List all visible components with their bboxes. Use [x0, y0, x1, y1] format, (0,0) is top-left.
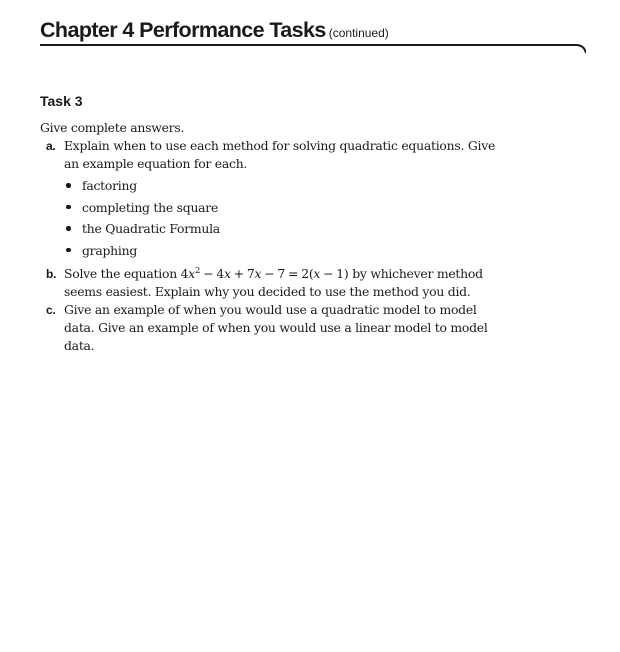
- part-b: [40, 265, 510, 301]
- eq-term: 4: [216, 266, 224, 281]
- task-content: [40, 119, 510, 355]
- list-item: [64, 218, 510, 240]
- part-c-letter: c.: [46, 303, 56, 317]
- method-list: [40, 175, 510, 261]
- method-factoring: factoring: [82, 178, 137, 193]
- bullet-icon: [66, 226, 71, 231]
- eq-op: −: [264, 266, 275, 281]
- list-item: [64, 175, 510, 197]
- eq-term: 1): [336, 266, 349, 281]
- part-a-letter: a.: [46, 139, 56, 153]
- part-b-letter: b.: [46, 267, 57, 281]
- eq-var: x: [254, 266, 262, 281]
- part-c: [40, 301, 510, 355]
- eq-op: +: [233, 266, 244, 281]
- page-header: [40, 16, 586, 56]
- list-item: [64, 197, 510, 219]
- header-rule: [40, 42, 586, 54]
- eq-var: x: [223, 266, 231, 281]
- eq-var: x: [313, 266, 321, 281]
- method-quadratic-formula: the Quadratic Formula: [82, 221, 220, 236]
- eq-term: 2(: [301, 266, 314, 281]
- chapter-title-text: Chapter 4 Performance Tasks: [40, 18, 326, 42]
- continued-label: (continued): [328, 26, 389, 40]
- part-a: [40, 137, 510, 173]
- bullet-icon: [66, 205, 71, 210]
- method-completing-square: completing the square: [82, 199, 219, 215]
- eq-term: 7: [277, 266, 286, 281]
- bullet-icon: [66, 183, 71, 188]
- eq-exponent: 2: [195, 266, 201, 276]
- eq-term: 4: [180, 266, 189, 281]
- task-heading: Task 3: [40, 93, 83, 109]
- eq-term: 7: [246, 266, 255, 281]
- eq-op: −: [203, 266, 214, 281]
- method-graphing: graphing: [82, 242, 138, 258]
- part-b-text-before: Solve the equation: [64, 266, 177, 281]
- part-c-text: Give an example of when you would use a quadratic model to model data. Give an example of when you would use a linear model to model data.: [64, 302, 488, 353]
- part-b-text-after: by whichever method seems easiest. Explain why you decided to use the method you did.: [64, 266, 483, 299]
- equation: [181, 266, 349, 281]
- eq-var: x: [188, 266, 196, 281]
- list-item: [64, 240, 510, 262]
- eq-op: −: [323, 266, 334, 281]
- eq-equals: =: [288, 266, 299, 281]
- bullet-icon: [66, 248, 71, 253]
- task-intro: Give complete answers.: [40, 120, 185, 135]
- part-a-text: Explain when to use each method for solving quadratic equations. Give an example equation for each.: [64, 138, 496, 171]
